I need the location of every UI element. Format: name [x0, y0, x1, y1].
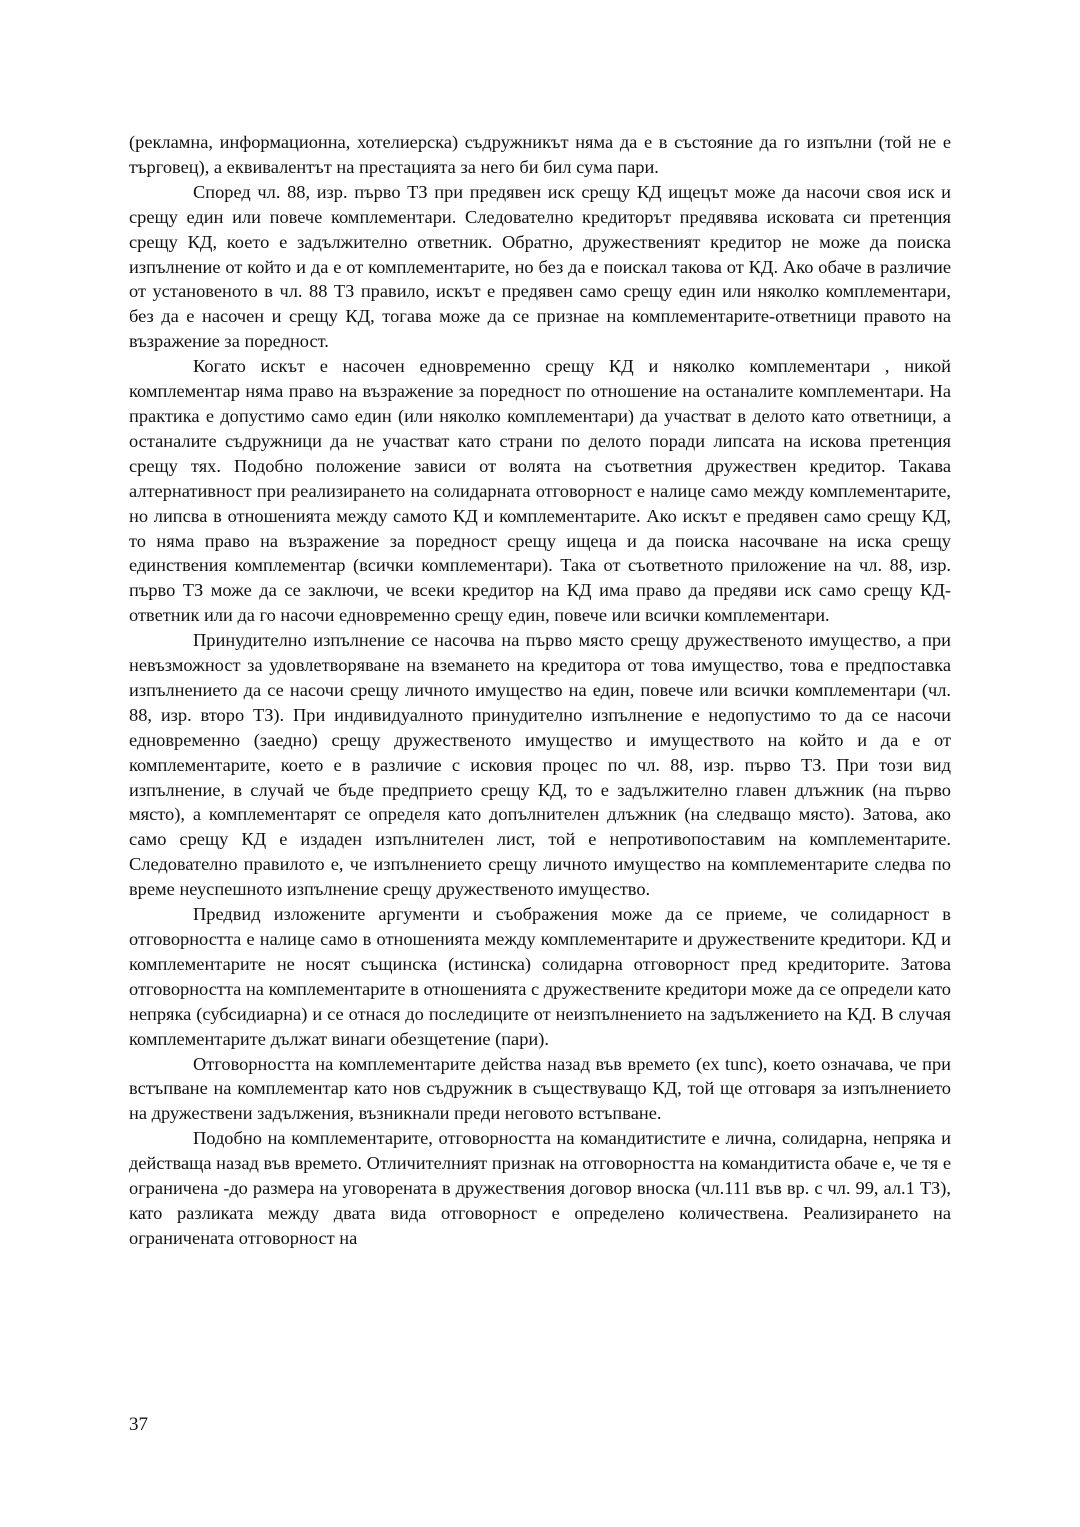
- page-number: 37: [129, 1414, 148, 1435]
- paragraph-enforcement: Принудително изпълнение се насочва на първо място срещу дружественото имущество, а при невъзможност за удовлетворяване на вземането на кредитора от това имущество, това е предпоставка изпълнението да се насочи срещу личното имущество на един, повече или всички комплементари (чл. 88, изр. второ ТЗ). При индивидуалното принудително изпълнение е недопустимо то да се насочи едновременно (заедно) срещу дружественото имущество и имуществото на който и да е от комплементарите, което е в различие с исковия процес по чл. 88, изр. първо ТЗ. При този вид изпълнение, в случай че бъде предприето срещу КД, то е задължително главен длъжник (на първо място), а комплементарят се определя като допълнителен длъжник (на следващо място). Затова, ако само срещу КД е издаден изпълнителен лист, той е непротивопоставим на комплементарите. Следователно правилото е, че изпълнението срещу личното имущество на комплементарите следва по време неуспешното изпълнение срещу дружественото имущество.: [129, 630, 951, 900]
- body-text: [129, 130, 951, 1251]
- paragraph-article-88: Според чл. 88, изр. първо ТЗ при предявен иск срещу КД ищецът може да насочи своя иск и срещу един или повече комплементари. Следователно кредиторът предявява исковата си претенция срещу КД, което е задължително ответник. Обратно, дружественият кредитор не може да поиска изпълнение от който и да е от комплементарите, но без да е поискал такова от КД. Ако обаче в различие от установеното в чл. 88 ТЗ правило, искът е предявен само срещу един или няколко комплементари, без да е насочен и срещу КД, тогава може да се признае на комплементарите-ответници правото на възражение за поредност.: [129, 181, 951, 352]
- paragraph-limited-partners: Подобно на комплементарите, отговорността на командитистите е лична, солидарна, непряка и действаща назад във времето. Отличителният признак на отговорността на командитиста обаче е, че тя е ограничена -до размера на уговорената в дружествения договор вноска (чл.111 във вр. с чл. 99, ал.1 ТЗ), като разликата между двата вида отговорност е определено количествена. Реализирането на ограничената отговорност на: [129, 1128, 951, 1248]
- paragraph-simultaneous-claim: Когато искът е насочен едновременно срещу КД и няколко комплементари , никой комплементар няма право на възражение за поредност по отношение на останалите комплементари. На практика е допустимо само един (или няколко комплементари) да участват в делото като ответници, а останалите съдружници да не участват като страни по делото поради липсата на искова претенция срещу тях. Подобно положение зависи от волята на съответния дружествен кредитор. Такава алтернативност при реализирането на солидарната отговорност е налице само между комплементарите, но липсва в отношенията между самото КД и комплементарите. Ако искът е предявен само срещу КД, то няма право на възражение за поредност срещу ищеца и да поиска насочване на иска срещу единствения комплементар (всички комплементари). Така от съответното приложение на чл. 88, изр. първо ТЗ може да се заключи, че всеки кредитор на КД има право да предяви иск само срещу КД-ответник или да го насочи едновременно срещу един, повече или всички комплементари.: [129, 356, 951, 626]
- paragraph-ex-tunc: Отговорността на комплементарите действа назад във времето (ex tunc), което означава, че при встъпване на комплементар като нов съдружник в съществуващо КД, той ще отговаря за изпълнението на дружествени задължения, възникнали преди неговото встъпване.: [129, 1053, 951, 1124]
- paragraph-continuation: (рекламна, информационна, хотелиерска) съдружникът няма да е в състояние да го изпълни (той не е търговец), а еквивалентът на престацията за него би бил сума пари.: [129, 132, 951, 177]
- paragraph-solidarity: Предвид изложените аргументи и съображения може да се приеме, че солидарност в отговорността е налице само в отношенията между комплементарите и дружествените кредитори. КД и комплементарите не носят същинска (истинска) солидарна отговорност пред кредиторите. Затова отговорността на комплементарите в отношенията с дружествените кредитори може да се определи като непряка (субсидиарна) и се отнася до последиците от неизпълнението на задължението на КД. В случая комплементарите дължат винаги обезщетение (пари).: [129, 904, 951, 1049]
